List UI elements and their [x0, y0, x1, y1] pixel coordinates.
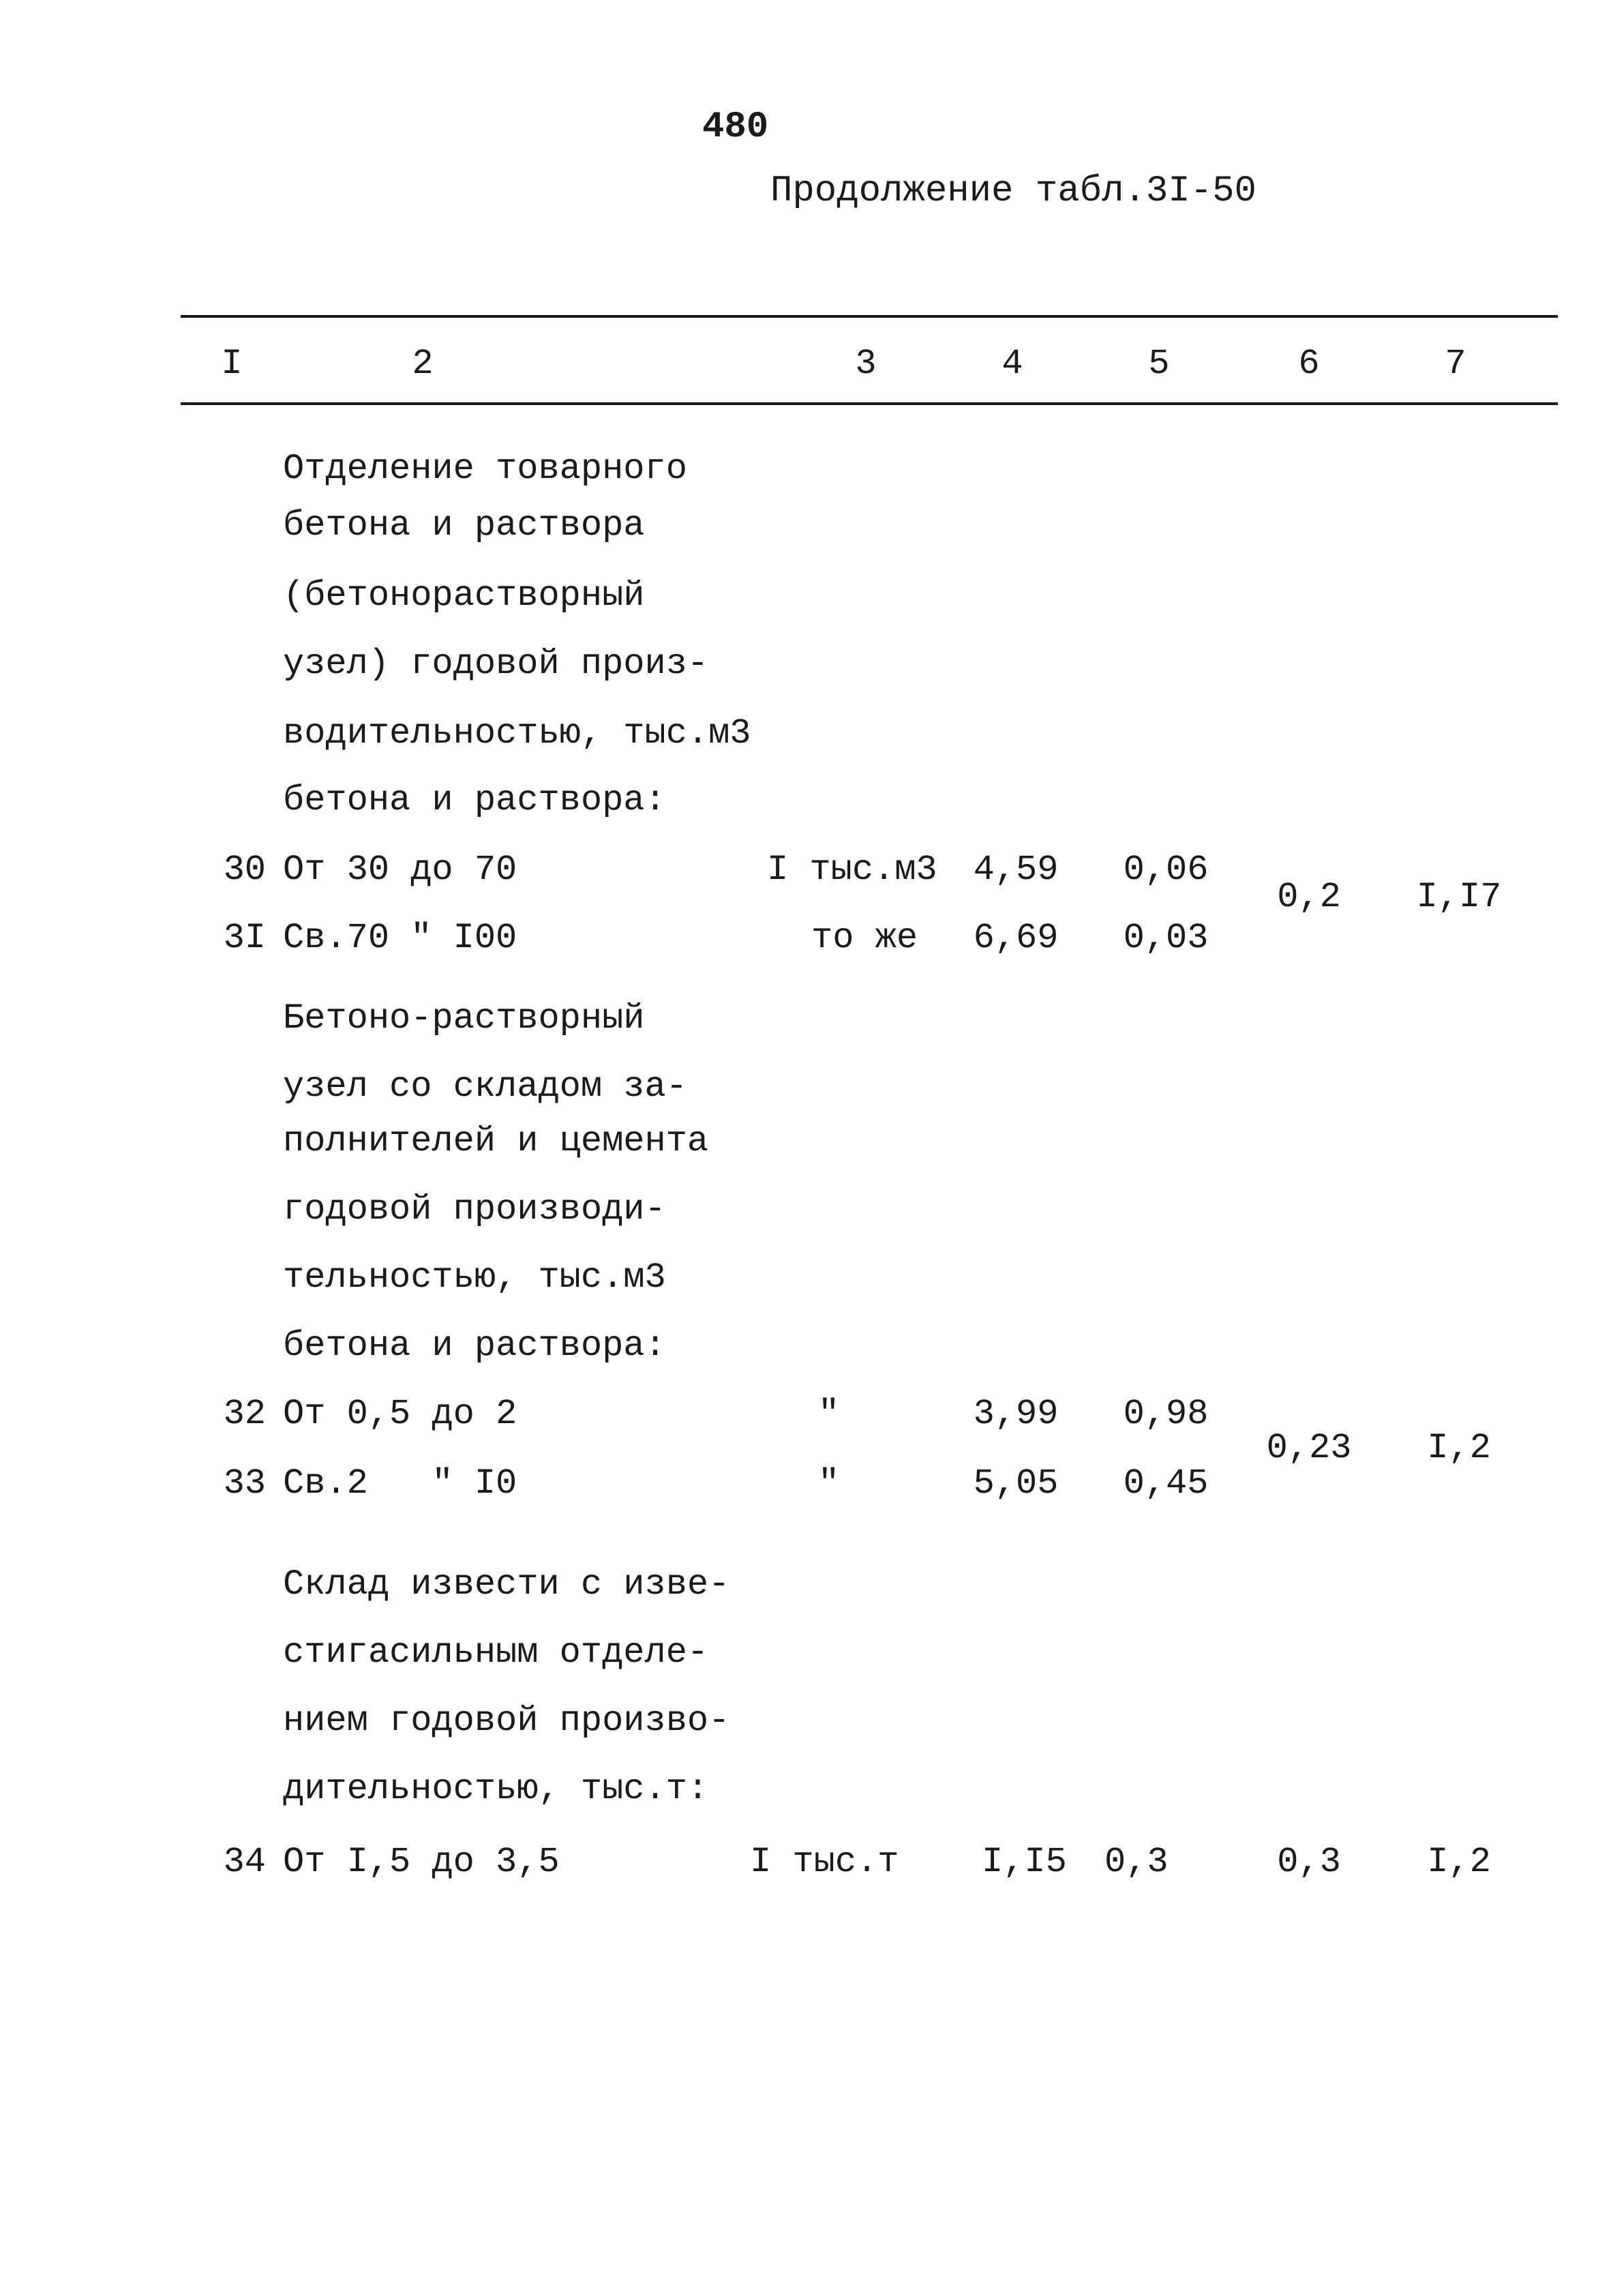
section-heading-line: полнителей и цемента: [283, 1121, 709, 1161]
row-col5: 0,98: [1123, 1394, 1209, 1434]
table-continuation-title: Продолжение табл.3I-50: [770, 170, 1256, 212]
section-heading-line: тельностью, тыс.м3: [283, 1257, 666, 1298]
section-heading-line: Отделение товарного: [283, 449, 687, 489]
row-name: Св.2 " I0: [283, 1463, 517, 1504]
row-unit: ": [818, 1463, 840, 1504]
row-number: 33: [223, 1463, 266, 1504]
section-heading-line: стигасильным отделе-: [283, 1632, 709, 1673]
section-heading-line: бетона и раствора: [283, 505, 645, 546]
row-col4: I,I5: [982, 1842, 1067, 1882]
section-heading-line: бетона и раствора:: [283, 780, 666, 820]
group-col7: I,2: [1427, 1428, 1491, 1468]
header-top-rule: [181, 315, 1558, 318]
col-header-7: 7: [1445, 344, 1466, 384]
col-header-6: 6: [1298, 344, 1320, 384]
col-header-1: I: [221, 344, 243, 384]
row-name: Св.70 " I00: [283, 918, 517, 958]
row-col4: 4,59: [973, 850, 1059, 890]
section-heading-line: нием годовой произво-: [283, 1701, 730, 1741]
row-number: 34: [223, 1842, 266, 1882]
row-number: 30: [223, 850, 266, 890]
header-bottom-rule: [181, 402, 1558, 405]
group-col6: 0,23: [1266, 1428, 1352, 1468]
section-heading-line: бетона и раствора:: [283, 1326, 666, 1366]
row-col4: 6,69: [973, 918, 1059, 958]
row-col5: 0,03: [1123, 918, 1209, 958]
row-unit: I тыс.т: [750, 1842, 899, 1882]
row-unit: то же: [811, 918, 918, 958]
col-header-3: 3: [855, 344, 877, 384]
row-number: 3I: [223, 918, 266, 958]
row-name: От I,5 до 3,5: [283, 1842, 560, 1882]
row-number: 32: [223, 1394, 266, 1434]
row-col5: 0,06: [1123, 850, 1209, 890]
col-header-2: 2: [412, 344, 434, 384]
row-col4: 5,05: [973, 1463, 1059, 1504]
row-col7: I,2: [1427, 1842, 1491, 1882]
row-unit: I тыс.м3: [767, 850, 937, 890]
row-col4: 3,99: [973, 1394, 1059, 1434]
section-heading-line: водительностью, тыс.м3: [283, 713, 751, 754]
row-col5: 0,3: [1104, 1842, 1169, 1882]
col-header-5: 5: [1148, 344, 1170, 384]
col-header-4: 4: [1002, 344, 1023, 384]
section-heading-line: Склад извести с изве-: [283, 1564, 730, 1605]
section-heading-line: Бетоно-растворный: [283, 998, 645, 1039]
section-heading-line: дительностью, тыс.т:: [283, 1769, 709, 1809]
group-col6: 0,2: [1277, 877, 1341, 917]
row-col6: 0,3: [1277, 1842, 1341, 1882]
section-heading-line: годовой производи-: [283, 1189, 666, 1229]
row-col5: 0,45: [1123, 1463, 1209, 1504]
section-heading-line: узел) годовой произ-: [283, 644, 709, 684]
page-number: 480: [702, 106, 769, 148]
row-unit: ": [818, 1394, 840, 1434]
section-heading-line: узел со складом за-: [283, 1067, 687, 1107]
row-name: От 30 до 70: [283, 850, 517, 890]
section-heading-line: (бетонорастворный: [283, 576, 645, 616]
group-col7: I,I7: [1416, 877, 1502, 917]
row-name: От 0,5 до 2: [283, 1394, 517, 1434]
